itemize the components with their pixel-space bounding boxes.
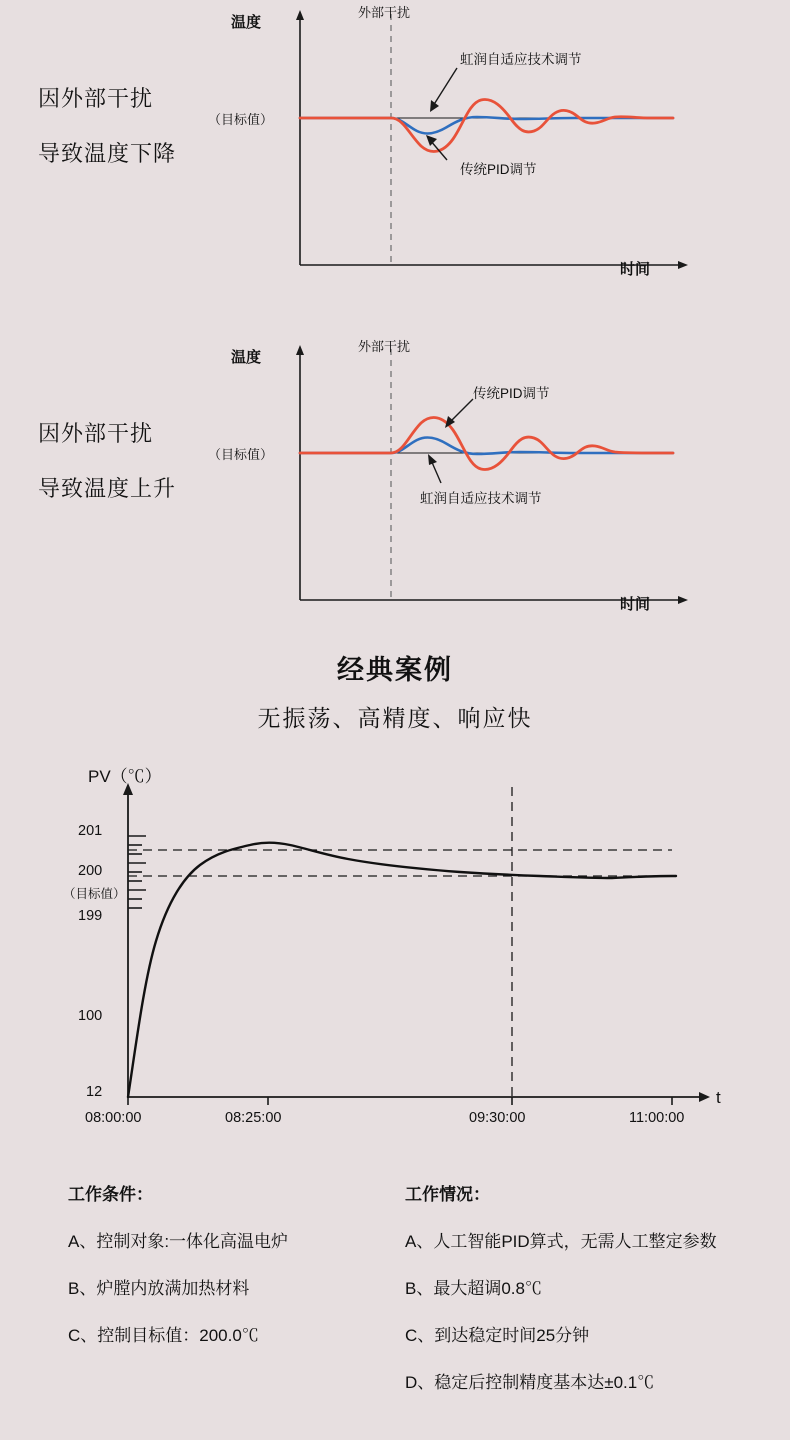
- case-y-tick-201: 201: [78, 823, 103, 839]
- case-x-tick-0930: 09:30:00: [469, 1110, 526, 1126]
- section2-x-axis-title: 时间: [620, 596, 651, 613]
- section1-chart-svg: [225, 0, 705, 290]
- results-item-c: C、到达稳定时间25分钟: [405, 1326, 590, 1345]
- section2-chart: [225, 335, 705, 625]
- results-heading: 工作情况：: [405, 1185, 490, 1204]
- conditions-heading: 工作条件：: [68, 1185, 153, 1204]
- case-y-tick-200: 200: [78, 863, 103, 879]
- section1-chart: [225, 0, 705, 290]
- section1-annotation-adaptive: 虹润自适应技术调节: [460, 52, 582, 67]
- results-item-d: D、稳定后控制精度基本达±0.1℃: [405, 1373, 655, 1392]
- case-title: 经典案例: [337, 655, 453, 685]
- case-x-axis-label: t: [716, 1088, 721, 1107]
- case-subtitle: 无振荡、高精度、响应快: [257, 705, 533, 731]
- section2-annotation-adaptive: 虹润自适应技术调节: [420, 491, 542, 506]
- section2-label-line1: 因外部干扰: [38, 421, 154, 446]
- results-item-b: B、最大超调0.8℃: [405, 1279, 542, 1298]
- case-y-tick-100: 100: [78, 1008, 103, 1024]
- results-item-a: A、人工智能PID算式，无需人工整定参数: [405, 1232, 717, 1251]
- case-y-axis-label: PV（℃）: [88, 767, 162, 786]
- conditions-item-a: A、控制对象:一体化高温电炉: [68, 1232, 289, 1251]
- conditions-column: [68, 1180, 288, 1368]
- section1-target-label: （目标值）: [208, 112, 274, 127]
- case-x-tick-0825: 08:25:00: [225, 1110, 282, 1126]
- section1-label-line2: 导致温度下降: [38, 141, 177, 166]
- section2-label-line2: 导致温度上升: [38, 476, 177, 501]
- section1-x-axis-title: 时间: [620, 261, 651, 278]
- conditions-item-c: C、控制目标值：200.0℃: [68, 1326, 259, 1345]
- case-x-tick-0800: 08:00:00: [85, 1110, 142, 1126]
- section2-disturbance-label: 外部干扰: [358, 339, 411, 354]
- section1-disturbance-label: 外部干扰: [358, 5, 411, 20]
- case-chart-svg: [0, 745, 790, 1145]
- results-column: [405, 1180, 717, 1415]
- section2-chart-svg: [225, 335, 705, 625]
- section2-annotation-pid: 传统PID调节: [473, 386, 550, 401]
- section1-label-line1: 因外部干扰: [38, 86, 154, 111]
- section2-target-label: （目标值）: [208, 447, 274, 462]
- section1-annotation-pid: 传统PID调节: [460, 162, 537, 177]
- case-target-note: （目标值）: [63, 887, 126, 901]
- case-y-tick-199: 199: [78, 908, 103, 924]
- section1-y-axis-title: 温度: [231, 14, 262, 31]
- case-chart: [0, 745, 790, 1145]
- conditions-item-b: B、炉膛内放满加热材料: [68, 1279, 250, 1298]
- section2-y-axis-title: 温度: [231, 349, 262, 366]
- case-y-tick-12: 12: [86, 1084, 103, 1100]
- case-x-tick-1100: 11:00:00: [629, 1110, 685, 1126]
